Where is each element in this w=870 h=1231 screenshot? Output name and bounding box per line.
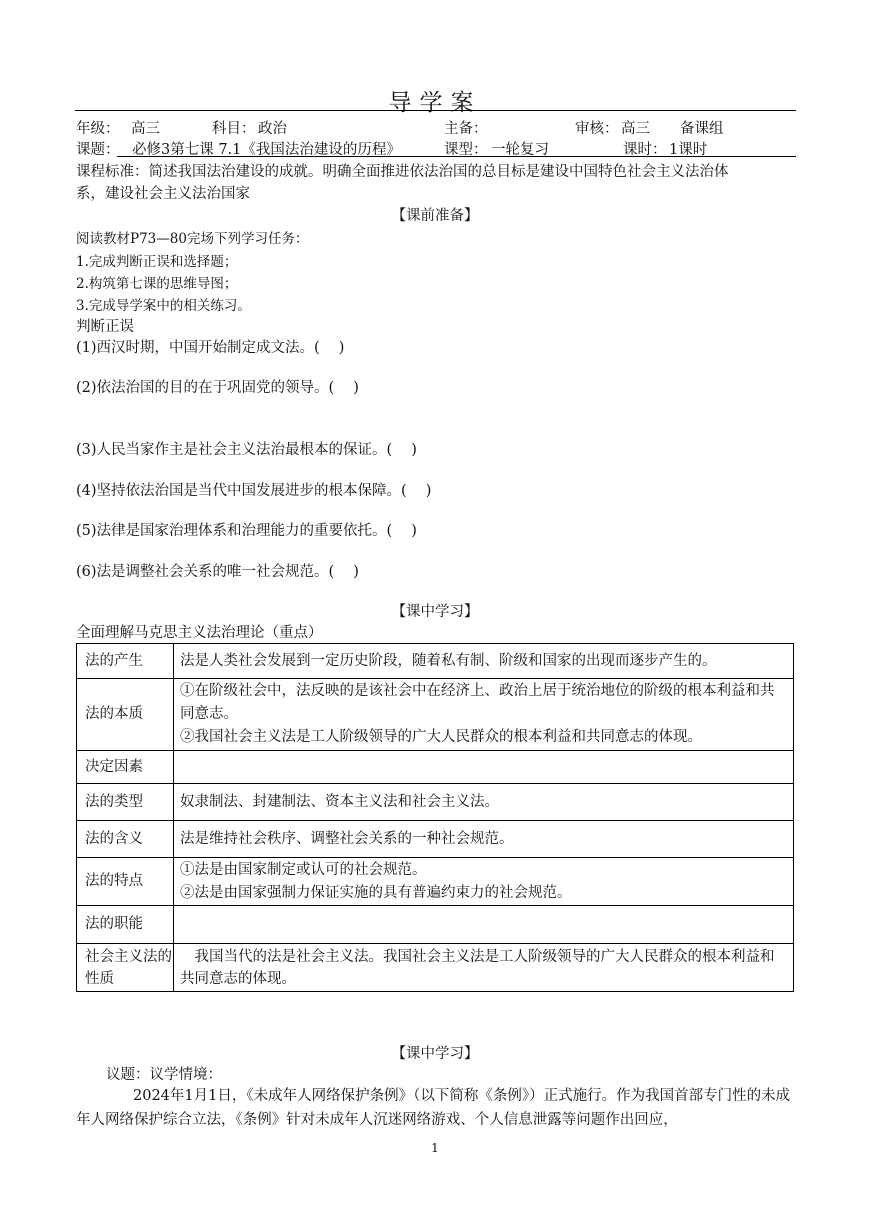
reviewer-label: 审核： [575,121,619,137]
study-subheading: 全面理解马克思主义法治理论（重点） [76,625,323,641]
prep-heading: 【课前准备】 [391,208,479,224]
subject-label: 科目： [212,121,256,137]
header-underline [117,156,796,157]
period-value: 1课时 [669,142,708,158]
row-key: 法的职能 [77,906,174,944]
row-value [174,944,794,992]
row-value [174,821,794,858]
group-label: 备课组 [680,121,724,137]
row-line: 我国当代的法是社会主义法。我国社会主义法是工人阶级领导的广大人民群众的根本利益和共同意志的体现。 [180,948,775,987]
page-number: 1 [431,1141,439,1155]
row-key: 法的本质 [77,679,174,751]
row-value [174,644,794,679]
judge-item-2: (2)依法治国的目的在于巩固党的领导。( ) [76,380,359,396]
row-line: 法是维持社会秩序、调整社会关系的一种社会规范。 [180,830,514,847]
topic-value: 必修3第七课 7.1《我国法治建设的历程》 [132,142,401,158]
row-key: 法的产生 [77,644,174,679]
grade-value: 高三 [131,121,160,137]
prep-task-1: 1.完成判断正误和选择题； [76,254,238,270]
law-table [76,643,794,992]
standard-line-1: 课程标准：简述我国法治建设的成就。明确全面推进依法治国的总目标是建设中国特色社会主义法治体 [76,164,729,180]
grade-label: 年级： [76,121,120,137]
row-key: 决定因素 [77,751,174,784]
type-label: 课型： [444,142,488,158]
judge-item-4: (4)坚持依法治国是当代中国发展进步的根本保障。( ) [76,483,432,499]
row-line: 奴隶制法、封建制法、资本主义法和社会主义法。 [180,793,499,810]
row-key: 法的含义 [77,821,174,858]
preparer-label: 主备： [444,121,488,137]
row-key: 法的特点 [77,858,174,906]
reviewer-value: 高三 [621,121,650,137]
row-value [174,679,794,751]
table-row [77,944,794,992]
row-line: ①在阶级社会中，法反映的是该社会中在经济上、政治上居于统治地位的阶级的根本利益和共同意志。 [180,683,775,722]
row-value [174,858,794,906]
study-heading: 【课中学习】 [391,604,479,620]
judge-item-1: (1)西汉时期，中国开始制定成文法。( ) [76,340,345,356]
row-value-empty [174,751,794,784]
judge-item-6: (6)法是调整社会关系的唯一社会规范。( ) [76,564,359,580]
period-label: 课时： [623,142,667,158]
study2-paragraph: 2024年1月1日，《未成年人网络保护条例》（以下简称《条例》）正式施行。作为我国首部专门性的未成年人网络保护综合立法，《条例》针对未成年人沉迷网络游戏、个人信息泄露等问题作出回应， [76,1088,791,1128]
row-line: ①法是由国家制定或认可的社会规范。 [180,861,427,878]
table-row [77,906,794,944]
type-value: 一轮复习 [491,142,549,158]
topic-label: 课题： [76,142,120,158]
prep-task-2: 2.构筑第七课的思维导图； [76,276,238,292]
title-rule [75,110,796,111]
row-value-empty [174,906,794,944]
table-row [77,858,794,906]
row-key: 社会主义法的性质 [77,944,174,992]
judge-heading: 判断正误 [76,319,134,335]
table-row [77,751,794,784]
row-value [174,784,794,821]
row-key: 法的类型 [77,784,174,821]
prep-intro: 阅读教材P73—80完场下列学习任务： [76,231,309,247]
table-row [77,821,794,858]
standard-line-2: 系，建设社会主义法治国家 [76,186,250,202]
subject-value: 政治 [258,121,287,137]
page-title: 导学案 [388,90,482,116]
table-row [77,679,794,751]
judge-item-3: (3)人民当家作主是社会主义法治最根本的保证。( ) [76,442,417,458]
row-line: ②我国社会主义法是工人阶级领导的广大人民群众的根本利益和共同意志的体现。 [180,729,702,745]
prep-task-3: 3.完成导学案中的相关练习。 [76,298,251,314]
table-row [77,644,794,679]
study2-topic: 议题：议学情境： [106,1067,222,1083]
row-line: ②法是由国家强制力保证实施的具有普遍约束力的社会规范。 [180,884,572,901]
row-line: 法是人类社会发展到一定历史阶段，随着私有制、阶级和国家的出现而逐步产生的。 [180,652,717,669]
table-row [77,784,794,821]
judge-item-5: (5)法律是国家治理体系和治理能力的重要依托。( ) [76,523,417,539]
study2-heading: 【课中学习】 [391,1046,479,1062]
